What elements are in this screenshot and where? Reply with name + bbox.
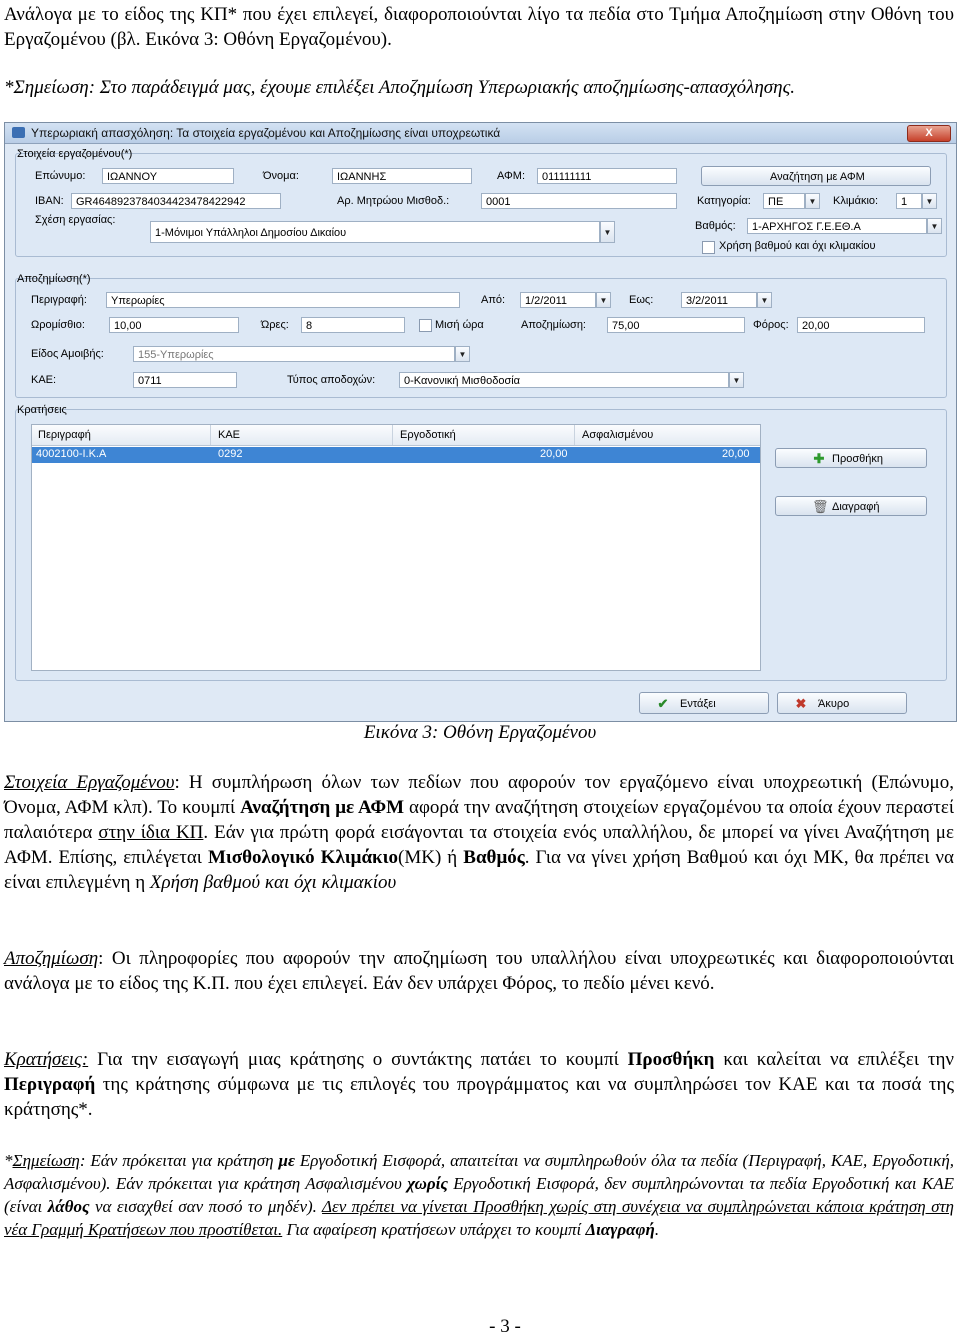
page-number: - 3 - (489, 1316, 521, 1337)
add-button-label: Προσθήκη (832, 453, 883, 465)
text: Εργοδοτική Εισφορά, δεν συμπληρώνονται τα πεδία Εργοδοτική και ΚΑΕ (είναι (4, 1174, 954, 1216)
paytype-chevron-down-icon[interactable]: ▼ (455, 346, 470, 362)
from-chevron-down-icon[interactable]: ▼ (596, 292, 611, 308)
trash-icon: 🗑 (812, 499, 829, 514)
relation-chevron-down-icon[interactable]: ▼ (600, 221, 615, 243)
kae-label: ΚΑΕ: (31, 374, 57, 386)
grade-chevron-down-icon[interactable]: ▼ (927, 218, 942, 234)
grade-checkbox-label: Χρήση βαθμού και όχι κλιμακίου (719, 240, 876, 252)
text: . (654, 1220, 660, 1239)
cancel-button[interactable] (777, 692, 907, 714)
ok-button[interactable] (639, 692, 769, 714)
from-date-field[interactable]: 1/2/2011 (520, 292, 596, 308)
tax-label: Φόρος: (753, 319, 789, 331)
text: Για την εισαγωγή μιας κράτησης ο συντάκτης πατάει το κουμπί (88, 1049, 628, 1070)
paytype-select[interactable]: 155-Υπερωρίες (133, 346, 455, 362)
deductions-table (31, 424, 761, 671)
surname-field[interactable]: ΙΩΑΝΝΟΥ (102, 168, 234, 184)
to-date-field[interactable]: 3/2/2011 (681, 292, 757, 308)
afm-field[interactable]: 011111111 (537, 168, 677, 184)
cancel-button-label: Άκυρο (818, 698, 850, 710)
iban-label: IBAN: (35, 195, 64, 207)
amount-field[interactable]: 75,00 (607, 317, 745, 333)
relation-select[interactable]: 1-Μόνιμοι Υπάλληλοι Δημοσίου Δικαίου (150, 221, 600, 243)
text: : Η συμπλήρωση όλων των πεδίων που αφορούν τον εργαζόμενο είναι υποχρεωτική (Επώνυμο, Όνομα, ΑΦΜ κλπ). Το κουμπί (4, 772, 954, 818)
klimakio-label: Κλιμάκιο: (833, 195, 879, 207)
table-row[interactable] (32, 447, 760, 463)
earnings-chevron-down-icon[interactable]: ▼ (729, 372, 744, 388)
desc-label: Περιγραφή: (31, 294, 87, 306)
category-label: Κατηγορία: (697, 195, 751, 207)
grade-label: Βαθμός: (695, 220, 736, 232)
surname-label: Επώνυμο: (35, 170, 86, 182)
text: αφορά την αναζήτηση στοιχείων εργαζομένου τα οποία έχουν περαστεί παλαιότερα (4, 797, 954, 843)
underlined-text: Δεν πρέπει να γίνεται Προσθήκη χωρίς στη συνέχεια να συμπληρώνεται κάποια κράτηση στη νέα Γραμμή Κρατήσεων που προστίθεται. (4, 1197, 954, 1239)
underlined-text: στην ίδια ΚΠ (98, 822, 204, 843)
col-insured[interactable]: Ασφαλισμένου (582, 429, 654, 441)
employee-window (4, 122, 957, 722)
from-label: Από: (481, 294, 506, 306)
bold-text: Προσθήκη (627, 1049, 715, 1070)
category-chevron-down-icon[interactable]: ▼ (805, 193, 820, 209)
name-field[interactable]: ΙΩΑΝΝΗΣ (332, 168, 472, 184)
category-select[interactable]: ΠΕ (763, 193, 805, 209)
text: να εισαχθεί σαν ποσό το μηδέν). (89, 1197, 323, 1216)
hourly-field[interactable]: 10,00 (109, 317, 239, 333)
employee-paragraph (4, 770, 954, 895)
search-afm-label: Αναζήτηση με ΑΦΜ (770, 171, 865, 183)
klimakio-chevron-down-icon[interactable]: ▼ (922, 193, 937, 209)
bold-text: Διαγραφή (585, 1220, 655, 1239)
klimakio-select[interactable]: 1 (896, 193, 922, 209)
half-hour-checkbox[interactable] (419, 319, 432, 332)
compensation-group-title: Αποζημίωση(*) (17, 273, 91, 285)
table-header (32, 425, 760, 446)
text: και καλείται να επιλέξει την (714, 1049, 955, 1070)
add-button[interactable] (775, 448, 927, 468)
asterisk: * (4, 1151, 13, 1170)
text: . Για να γίνει χρήση Βαθμού και όχι ΜΚ, θα πρέπει να είναι επιλεγμένη η (4, 847, 954, 893)
bold-text: χωρίς (407, 1174, 448, 1193)
bold-text: Περιγραφή (4, 1074, 96, 1095)
desc-field[interactable]: Υπερωρίες (106, 292, 460, 308)
half-hour-label: Μισή ώρα (435, 319, 484, 331)
tax-field[interactable]: 20,00 (797, 317, 925, 333)
mitroo-field[interactable]: 0001 (481, 193, 677, 209)
relation-label: Σχέση εργασίας: (35, 214, 116, 226)
row-insured: 20,00 (722, 448, 750, 460)
row-employer: 20,00 (540, 448, 568, 460)
intro-note: *Σημείωση: Στο παράδειγμά μας, έχουμε επιλέξει Αποζημίωση Υπερωριακής αποζημίωσης-απασχόλησης. (4, 77, 796, 98)
text: (ΜΚ) ή (398, 847, 464, 868)
col-employer[interactable]: Εργοδοτική (400, 429, 456, 441)
delete-button[interactable] (775, 496, 927, 516)
paytype-label: Είδος Αμοιβής: (31, 348, 104, 360)
name-label: Όνομα: (263, 170, 299, 182)
text: : Εάν πρόκειται για κράτηση (79, 1151, 279, 1170)
employee-group-title: Στοιχεία εργαζομένου(*) (17, 148, 133, 160)
bold-text: Αναζήτηση με ΑΦΜ (240, 797, 405, 818)
italic-text: Χρήση βαθμού και όχι κλιμακίου (149, 872, 397, 893)
iban-field[interactable]: GR4648923784034423478422942 (71, 193, 281, 209)
intro-paragraph: Ανάλογα με το είδος της ΚΠ* που έχει επιλεγεί, διαφοροποιούνται λίγο τα πεδία στο Τμήμα Αποζημίωση στην Οθόνη του Εργαζομένου (βλ. Εικόνα 3: Οθόνη Εργαζομένου). (4, 4, 954, 50)
employee-heading: Στοιχεία Εργαζομένου (4, 772, 175, 793)
delete-button-label: Διαγραφή (832, 501, 880, 513)
deductions-paragraph (4, 1047, 954, 1122)
earnings-select[interactable]: 0-Κανονική Μισθοδοσία (399, 372, 729, 388)
to-label: Εως: (629, 294, 654, 306)
window-title: Υπερωριακή απασχόληση: Τα στοιχεία εργαζομένου και Αποζημίωσης είναι υποχρεωτικά (31, 126, 501, 140)
text: : Οι πληροφορίες που αφορούν την αποζημίωση του υπαλλήλου είναι υποχρεωτικές και διαφοροποιούνται ανάλογα με το είδος της Κ.Π. που έχει επιλεγεί. Εάν δεν υπάρχει Φόρος, το πεδίο μένει κενό. (4, 948, 954, 994)
note-heading: Σημείωση (12, 1151, 80, 1170)
mitroo-label: Αρ. Μητρώου Μισθοδ.: (337, 195, 450, 207)
row-description: 4002100-Ι.Κ.Α (36, 448, 107, 460)
earnings-label: Τύπος αποδοχών: (287, 374, 376, 386)
bold-text: λάθος (47, 1197, 90, 1216)
compensation-heading: Αποζημίωση (4, 948, 99, 969)
figure-caption: Εικόνα 3: Οθόνη Εργαζομένου (363, 722, 597, 743)
bold-text: με (278, 1151, 295, 1170)
text: . Εάν για πρώτη φορά εισάγονται τα στοιχεία ενός υπαλλήλου, δε μπορεί να γίνει Αναζήτηση με ΑΦΜ. Επίσης, επιλέγεται (4, 822, 954, 868)
window-titlebar (5, 123, 956, 144)
text: Εργοδοτική Εισφορά, απαιτείται να συμπληρωθούν όλα τα πεδία (Περιγραφή, ΚΑΕ, Εργοδοτική, Ασφαλισμένου). Εάν πρόκειται για κράτηση Ασφαλισμένου (4, 1151, 954, 1193)
hours-label: Ώρες: (261, 319, 289, 331)
to-chevron-down-icon[interactable]: ▼ (757, 292, 772, 308)
deductions-group-title: Κρατήσεις (17, 404, 67, 416)
app-icon (12, 127, 25, 138)
ok-button-label: Εντάξει (680, 698, 716, 710)
text: της κράτησης σύμφωνα με τις επιλογές του προγράμματος και να συμπληρώσει τον ΚΑΕ και τα ποσά της κράτησης*. (4, 1074, 954, 1120)
kae-field[interactable]: 0711 (133, 372, 237, 388)
hours-field[interactable]: 8 (301, 317, 405, 333)
bold-text: Βαθμός (463, 847, 525, 868)
deductions-note (4, 1149, 954, 1241)
afm-label: ΑΦΜ: (497, 170, 526, 182)
x-icon: ✖ (795, 696, 807, 711)
grade-select[interactable]: 1-ΑΡΧΗΓΟΣ Γ.Ε.ΕΘ.Α (747, 218, 927, 234)
deductions-heading: Κρατήσεις: (4, 1049, 89, 1070)
text: Για αφαίρεση κρατήσεων υπάρχει το κουμπί (282, 1220, 586, 1239)
grade-checkbox[interactable] (702, 241, 715, 254)
hourly-label: Ωρομίσθιο: (31, 319, 85, 331)
search-afm-button[interactable] (701, 166, 931, 186)
compensation-paragraph (4, 946, 954, 996)
check-icon: ✔ (657, 696, 669, 711)
col-kae[interactable]: ΚΑΕ (218, 429, 241, 441)
close-button[interactable]: X (907, 125, 951, 142)
amount-label: Αποζημίωση: (521, 319, 586, 331)
row-kae: 0292 (218, 448, 243, 460)
plus-icon: ✚ (813, 451, 825, 466)
col-description[interactable]: Περιγραφή (38, 429, 91, 441)
bold-text: Μισθολογικό Κλιμάκιο (207, 847, 398, 868)
